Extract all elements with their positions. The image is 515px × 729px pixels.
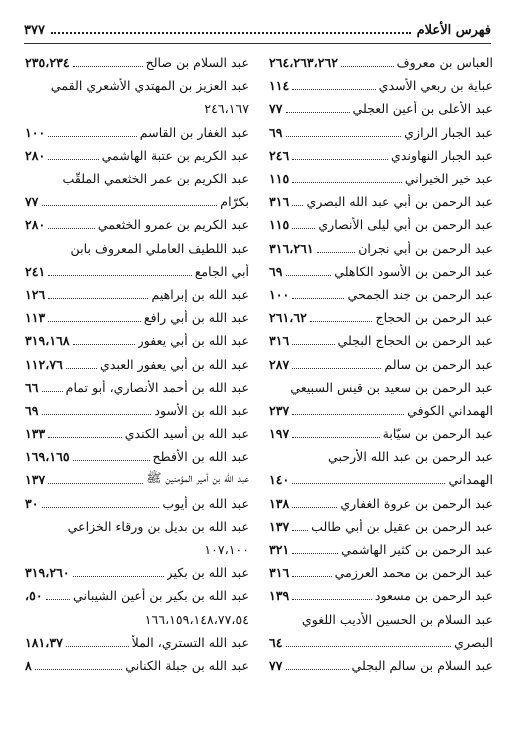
- index-entry-line: [25, 468, 249, 491]
- index-entry: [25, 561, 249, 584]
- entry-continuation: بكرّام: [220, 194, 249, 210]
- entry-pages: ٦٩: [269, 124, 283, 140]
- leader-dots: [292, 228, 315, 229]
- index-entry: [25, 376, 249, 399]
- index-entry: [25, 584, 249, 630]
- index-entry-continuation: [269, 468, 493, 491]
- index-entry: [269, 97, 493, 120]
- leader-dots: [73, 66, 143, 67]
- leader-dots: [292, 599, 372, 600]
- entry-name: عبد الله التستري، الملاّ: [131, 634, 249, 650]
- leader-dots: [292, 414, 404, 415]
- index-entry: [269, 283, 493, 306]
- index-entry-line: [25, 515, 249, 538]
- entry-pages: ١١٢،٧٦: [25, 356, 63, 372]
- entry-pages: ٢٤١: [25, 263, 46, 279]
- entry-name: عبد الرحمن بن أبي نجران: [358, 240, 493, 256]
- index-entry-line: [25, 283, 249, 306]
- index-entry: [269, 515, 493, 538]
- leader-dots: [310, 321, 373, 322]
- leader-dots: [292, 298, 344, 299]
- index-entry: [25, 468, 249, 491]
- leader-dots: [292, 344, 334, 345]
- index-entry: [25, 631, 249, 654]
- entry-pages: ١٦٩،١٦٥: [25, 449, 70, 465]
- entry-name: العباس بن معروف: [396, 55, 493, 71]
- index-entry-line: [269, 584, 493, 607]
- entry-name: عبد الجبار النهاوندي: [391, 147, 493, 163]
- entry-name: عبد الله بن أبي رافع: [143, 310, 249, 326]
- index-entry: [25, 515, 249, 561]
- index-entry-line: [269, 121, 493, 144]
- index-entry: [25, 422, 249, 445]
- entry-name: عبد الله بن إبراهيم: [151, 286, 249, 302]
- index-entry: [25, 492, 249, 515]
- entry-continuation: أبي الجامع: [194, 263, 249, 279]
- index-entry: [269, 492, 493, 515]
- entry-pages: ٦٤: [269, 634, 283, 650]
- index-entry-line: [269, 376, 493, 399]
- index-entry-line: [269, 283, 493, 306]
- index-entry: [269, 167, 493, 190]
- entry-name: عبد الله بن أبي يعفور: [137, 333, 249, 349]
- index-entry: [25, 329, 249, 352]
- entry-pages: ٣١٦: [269, 333, 290, 349]
- entry-pages: ٢٨٠: [25, 147, 46, 163]
- entry-pages: ١٣٣: [25, 426, 46, 442]
- index-entry: [25, 167, 249, 213]
- index-entry: [25, 352, 249, 375]
- leader-dots: [48, 483, 143, 484]
- index-entry: [25, 213, 249, 236]
- entry-name: عبد الرحمن بن الحجاج البجلي: [337, 333, 493, 349]
- index-entry-line: [269, 492, 493, 515]
- leader-dots: [292, 530, 308, 531]
- index-entry-line: [269, 654, 493, 677]
- leader-dots: [292, 437, 379, 438]
- index-entry-line: [269, 306, 493, 329]
- index-entry: [269, 445, 493, 491]
- entry-pages: ١١٥: [269, 171, 290, 187]
- leader-dots: [73, 460, 150, 461]
- entry-continuation: ٢٤٦،١٦٧: [204, 101, 249, 117]
- index-entry: [269, 213, 493, 236]
- index-entry-line: [269, 352, 493, 375]
- index-entry: [269, 561, 493, 584]
- entry-continuation: ١٦٦،١٥٩،١٤٨،٧٧،٥٤: [144, 611, 249, 627]
- leader-dots: [48, 136, 136, 137]
- entry-name: عبد الرحمن بن الحجاج: [375, 310, 493, 326]
- leader-dots: [48, 437, 121, 438]
- index-entry-line: [269, 561, 493, 584]
- entry-pages: ٣١٦: [269, 194, 290, 210]
- entry-name: عبد الرحمن بن أبي عبد الله البصري: [306, 194, 493, 210]
- entry-pages: ٢٦١،٦٢: [269, 310, 307, 326]
- index-entry: [269, 329, 493, 352]
- entry-pages: ٧٧: [269, 101, 283, 117]
- index-entry-line: [25, 376, 249, 399]
- entry-continuation: البصري: [454, 634, 493, 650]
- index-entry-line: [25, 654, 249, 677]
- index-entry: [25, 51, 249, 74]
- entry-name: عبد الغفار بن القاسم: [139, 124, 249, 140]
- entry-continuation: ١٠٧،١٠٠: [204, 542, 249, 558]
- entry-name: عبد الكريم بن عمر الخثعمي الملقّب: [62, 171, 249, 187]
- entry-name: عبد الأعلى بن أعين العجلي: [352, 101, 493, 117]
- entry-pages: ٦٩: [25, 402, 39, 418]
- entry-name: عبد الله بن أمير المؤمنين ﷺ: [146, 470, 249, 486]
- entry-pages: ٧٧: [25, 194, 39, 210]
- entry-name: عبد الجبار الرازي: [404, 124, 493, 140]
- index-entry: [269, 144, 493, 167]
- index-entry: [25, 445, 249, 468]
- leader-dots: [48, 321, 141, 322]
- index-entry: [269, 584, 493, 607]
- leader-dots: [292, 483, 445, 484]
- leader-dots: [66, 646, 129, 647]
- header-leader-dots: [51, 32, 411, 34]
- index-entry-line: [25, 561, 249, 584]
- entry-name: عبد الله بن أحمد الأنصاري، أبو تمام: [65, 379, 249, 395]
- entry-name: عبد الله بن بكير بن أعين الشيباني: [72, 588, 249, 604]
- entry-name: عبد الرحمن بن سعيد بن قيس السبيعي: [290, 379, 493, 395]
- entry-pages: ١١٣: [25, 310, 46, 326]
- leader-dots: [286, 112, 350, 113]
- index-entry: [269, 51, 493, 74]
- leader-dots: [292, 205, 303, 206]
- index-entry: [269, 538, 493, 561]
- index-entry: [269, 352, 493, 375]
- entry-name: عبد الكريم بن عمرو الخثعمي: [97, 217, 249, 233]
- entry-pages: ٦٩: [269, 263, 283, 279]
- index-entry-continuation: [25, 260, 249, 283]
- index-entry: [269, 306, 493, 329]
- entry-pages: ٣١٦،٢٦١: [269, 240, 314, 256]
- leader-dots: [73, 344, 135, 345]
- entry-name: عبد الرحمن بن جند الجمحي: [347, 286, 493, 302]
- leader-dots: [341, 66, 394, 67]
- entry-name: عباية بن ربعي الأسدي: [378, 78, 493, 94]
- index-entry-line: [25, 144, 249, 167]
- entry-pages: ٦٦: [25, 379, 39, 395]
- index-entry-line: [269, 144, 493, 167]
- index-entry-continuation: [25, 608, 249, 631]
- index-entry-line: [25, 121, 249, 144]
- entry-name: عبد الله بن بكير: [166, 565, 249, 581]
- entry-pages: ٥٠،: [25, 588, 43, 604]
- entry-pages: ١٣٧: [25, 472, 46, 488]
- index-entry-line: [25, 51, 249, 74]
- entry-name: عبد الله بن أيوب: [162, 495, 249, 511]
- index-entry: [269, 376, 493, 422]
- index-entry-continuation: [25, 190, 249, 213]
- entry-name: عبد الرحمن بن سيّابة: [382, 426, 493, 442]
- index-entry-line: [269, 538, 493, 561]
- leader-dots: [292, 182, 402, 183]
- index-entry: [25, 144, 249, 167]
- entry-name: عبد الله بن الأسود: [154, 402, 249, 418]
- index-entry-line: [25, 237, 249, 260]
- entry-pages: ١٠٠: [269, 286, 290, 302]
- index-entry: [269, 190, 493, 213]
- entry-name: عبد الرحمن بن عبد الله الأرحبي: [328, 449, 493, 465]
- index-entry-line: [269, 97, 493, 120]
- page-header: [24, 20, 491, 40]
- entry-pages: ١٤٠: [269, 472, 290, 488]
- index-entry: [25, 283, 249, 306]
- leader-dots: [286, 646, 452, 647]
- index-entry-line: [25, 306, 249, 329]
- leader-dots: [46, 599, 70, 600]
- entry-pages: ١٣٩: [269, 588, 290, 604]
- entry-name: عبد السلام بن الحسين الأديب اللغوي: [301, 611, 493, 627]
- index-entry-line: [269, 51, 493, 74]
- entry-name: عبد الرحمن بن عقيل بن أبي طالب: [311, 518, 493, 534]
- entry-pages: ٣١٩،٢٦٠: [25, 565, 70, 581]
- leader-dots: [292, 553, 338, 554]
- entry-name: عبد الرحمن بن محمد العرزمي: [334, 565, 493, 581]
- entry-name: عبد الله بن أسيد الكندي: [124, 426, 249, 442]
- index-entry-line: [269, 515, 493, 538]
- entry-pages: ٢٦٤،٢٦٣،٢٦٢: [269, 55, 339, 71]
- leader-dots: [286, 136, 402, 137]
- leader-dots: [292, 368, 381, 369]
- index-entry: [25, 74, 249, 120]
- entry-pages: ٣٠: [25, 495, 39, 511]
- entry-name: عبد الرحمن بن سالم: [384, 356, 493, 372]
- entry-name: عبد السلام بن سالم البجلي: [351, 657, 493, 673]
- index-entry: [25, 306, 249, 329]
- entry-name: عبد الكريم بن عتبة الهاشمي: [101, 147, 249, 163]
- entry-pages: ١٣٧: [269, 518, 290, 534]
- entry-pages: ٢٣٧: [269, 402, 290, 418]
- leader-dots: [292, 89, 375, 90]
- entry-pages: ٣٢١: [269, 542, 290, 558]
- index-entry: [269, 260, 493, 283]
- index-entry-line: [269, 237, 493, 260]
- index-entry-line: [25, 422, 249, 445]
- index-column-left: [25, 51, 249, 677]
- index-entry-line: [25, 399, 249, 422]
- leader-dots: [48, 159, 98, 160]
- entry-pages: ٣١٦: [269, 565, 290, 581]
- leader-dots: [42, 391, 63, 392]
- entry-pages: ١١٥: [269, 217, 290, 233]
- index-entry: [269, 608, 493, 654]
- entry-name: عبد العزيز بن المهتدي الأشعري القمي: [50, 78, 249, 94]
- leader-dots: [42, 414, 152, 415]
- index-entry-continuation: [25, 538, 249, 561]
- entry-name: عبد الرحمن بن عروة الغفاري: [340, 495, 493, 511]
- entry-name: عبد الله بن الأفطح: [152, 449, 249, 465]
- header-title: فهرس الأعلام: [416, 22, 491, 38]
- leader-dots: [292, 507, 337, 508]
- index-entry: [269, 74, 493, 97]
- index-entry-continuation: [269, 399, 493, 422]
- index-column-right: [269, 51, 493, 677]
- index-entry: [269, 237, 493, 260]
- leader-dots: [42, 205, 218, 206]
- entry-continuation: الهمداني الكوفي: [407, 402, 493, 418]
- entry-name: عبد الرحمن بن مسعود: [374, 588, 493, 604]
- entry-pages: ١٩٧: [269, 426, 290, 442]
- page-number: ٣٧٧: [24, 22, 45, 38]
- header-rule: [24, 43, 491, 44]
- entry-continuation: الهمداني: [448, 472, 493, 488]
- index-entry-line: [25, 74, 249, 97]
- index-entry-line: [269, 422, 493, 445]
- entry-pages: ١٠٠: [25, 124, 46, 140]
- entry-name: عبد الرحمن بن كثير الهاشمي: [341, 542, 493, 558]
- entry-pages: ٣١٩،١٦٨: [25, 333, 70, 349]
- index-entry: [25, 654, 249, 677]
- entry-pages: ٢٨٧: [269, 356, 290, 372]
- leader-dots: [42, 507, 160, 508]
- leader-dots: [292, 159, 388, 160]
- index-entry-line: [269, 260, 493, 283]
- index-entry-line: [25, 213, 249, 236]
- leader-dots: [286, 669, 349, 670]
- index-entry-line: [25, 352, 249, 375]
- index-entry-line: [269, 329, 493, 352]
- entry-name: عبد اللطيف العاملي المعروف بابن: [70, 240, 249, 256]
- leader-dots: [35, 669, 123, 670]
- entry-pages: ٢٤٦: [269, 147, 290, 163]
- index-entry-continuation: [25, 97, 249, 120]
- index-entry-line: [25, 445, 249, 468]
- index-entry: [25, 237, 249, 283]
- entry-pages: ١١٤: [269, 78, 290, 94]
- index-entry: [25, 121, 249, 144]
- index-entry-line: [25, 167, 249, 190]
- index-entry-line: [269, 74, 493, 97]
- index-entry-line: [269, 213, 493, 236]
- entry-pages: ١٣٨: [269, 495, 290, 511]
- index-entry: [25, 399, 249, 422]
- entry-pages: ١٢٦: [25, 286, 46, 302]
- entry-pages: ٨: [25, 657, 32, 673]
- index-entry: [269, 654, 493, 677]
- leader-dots: [286, 275, 332, 276]
- index-entry-line: [269, 608, 493, 631]
- entry-name: عبد الرحمن بن الأسود الكاهلي: [334, 263, 493, 279]
- index-entry-line: [25, 492, 249, 515]
- index-entry-line: [269, 445, 493, 468]
- index-entry-line: [269, 190, 493, 213]
- index-entry: [269, 121, 493, 144]
- leader-dots: [48, 275, 191, 276]
- entry-pages: ٢٣٥،٢٣٤: [25, 55, 70, 71]
- leader-dots: [317, 252, 356, 253]
- entry-pages: ١٨١،٣٧: [25, 634, 63, 650]
- entry-name: عبد السلام بن صالح: [145, 55, 249, 71]
- entry-name: عبد الله بن بديل بن ورقاء الخزاعي: [67, 518, 249, 534]
- leader-dots: [73, 576, 164, 577]
- entry-name: عبد خير الخيراني: [404, 171, 493, 187]
- entry-name: عبد الله بن جبلة الكناني: [125, 657, 249, 673]
- entry-name: عبد الرحمن بن أبي ليلى الأنصاري: [318, 217, 493, 233]
- index-entry-continuation: [269, 631, 493, 654]
- leader-dots: [292, 576, 331, 577]
- leader-dots: [48, 298, 148, 299]
- index-entry: [269, 422, 493, 445]
- index-entry-line: [25, 329, 249, 352]
- index-entry-line: [25, 631, 249, 654]
- entry-name: عبد الله بن أبي يعفور العبدي: [99, 356, 249, 372]
- entry-pages: ٢٨٠: [25, 217, 46, 233]
- leader-dots: [66, 368, 97, 369]
- entry-pages: ٧٧: [269, 657, 283, 673]
- index-entry-line: [25, 584, 249, 607]
- index-entry-line: [269, 167, 493, 190]
- leader-dots: [48, 228, 95, 229]
